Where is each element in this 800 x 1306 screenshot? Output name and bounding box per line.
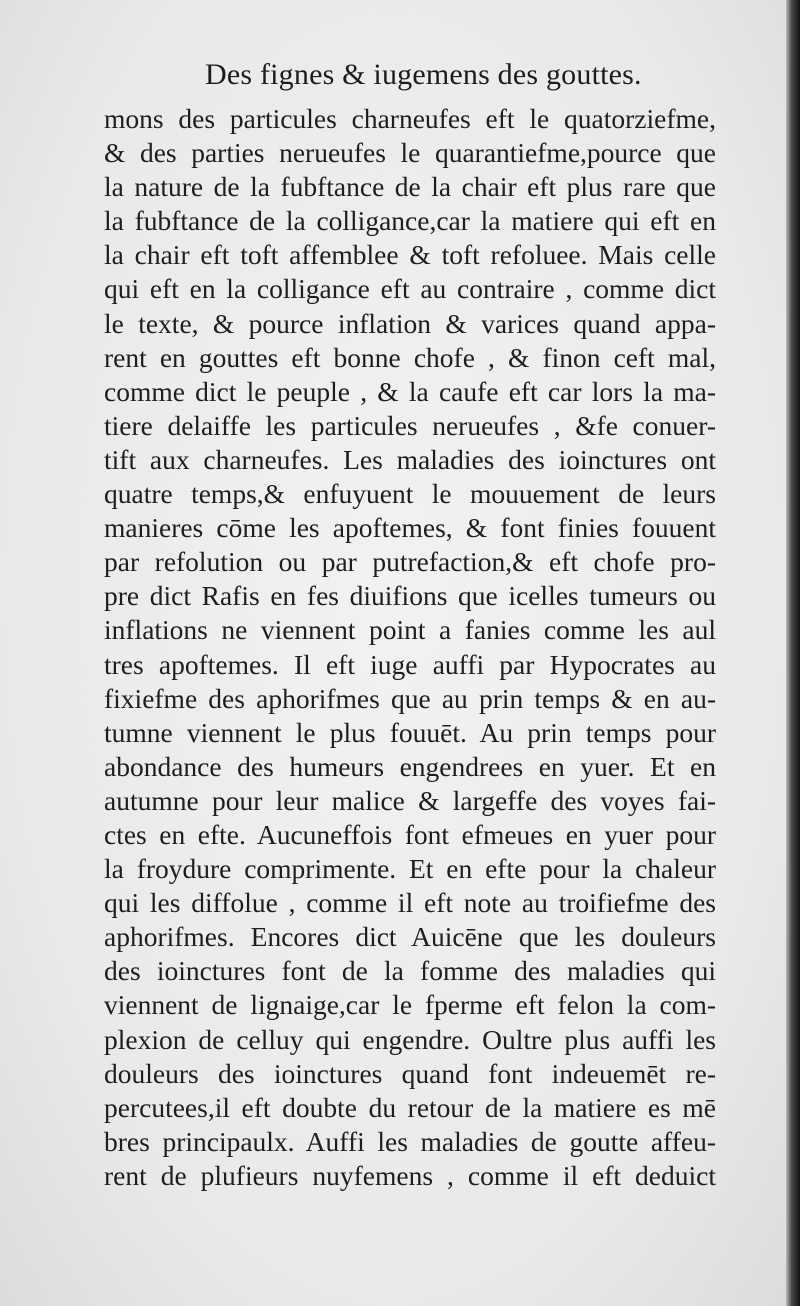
text-line: qui eft en la colligance eft au contraire , comme dict [104,273,716,305]
text-line: percutees,il eft doubte du retour de la matiere es mē [104,1091,716,1123]
text-line: manieres cōme les apoftemes, & font finies fouuent [104,512,716,544]
text-line: quatre temps,& enfuyuent le mouuement de leurs [104,478,716,510]
text-line: & des parties nerueufes le quarantiefme,pource que [104,137,716,169]
text-line: bres principaulx. Auffi les maladies de goutte affeu- [104,1125,716,1157]
text-line: ctes en efte. Aucuneffois font efmeues en yuer pour [104,818,716,850]
text-line: par refolution ou par putrefaction,& eft chofe pro- [104,546,716,578]
text-line: la froydure comprimente. Et en efte pour la chaleur [104,853,716,885]
text-line: pre dict Rafis en fes diuifions que icelles tumeurs ou [104,580,716,612]
text-line: tift aux charneufes. Les maladies des ioinctures ont [104,443,716,475]
text-line: la fubftance de la colligance,car la matiere qui eft en [104,205,716,237]
text-line: tumne viennent le plus fouuēt. Au prin temps pour [104,716,716,748]
text-line: comme dict le peuple , & la caufe eft car lors la ma- [104,375,716,407]
text-line: qui les diffolue , comme il eft note au troifiefme des [104,887,716,919]
text-line: viennent de lignaige,car le fperme eft felon la com- [104,989,716,1021]
text-line: abondance des humeurs engendrees en yuer. Et en [104,750,716,782]
text-line: aphorifmes. Encores dict Auicēne que les douleurs [104,921,716,953]
text-line: mons des particules charneufes eft le quatorziefme, [104,103,716,134]
page-edge-shadow [786,0,800,1306]
text-line: rent en gouttes eft bonne chofe , & finon ceft mal, [104,341,716,373]
text-line: autumne pour leur malice & largeffe des voyes fai- [104,784,716,816]
text-line: la nature de la fubftance de la chair eft plus rare que [104,171,716,203]
text-line: tres apoftemes. Il eft iuge auffi par Hypocrates au [104,648,716,680]
text-line: inflations ne viennent point a fanies comme les aul [104,614,716,646]
body-text [104,102,716,1193]
text-line: le texte, & pource inflation & varices quand appa- [104,307,716,339]
text-line: fixiefme des aphorifmes que au prin temps & en au- [104,682,716,714]
text-line: la chair eft toft affemblee & toft refoluee. Mais celle [104,239,716,271]
text-line: tiere delaiffe les particules nerueufes , &fe conuer- [104,409,716,441]
text-line: des ioinctures font de la fomme des maladies qui [104,955,716,987]
text-line: rent de plufieurs nuyfemens , comme il eft deduict [104,1159,716,1191]
text-line: douleurs des ioinctures quand font indeuemēt re- [104,1057,716,1089]
running-head: Des fignes & iugemens des gouttes. [205,58,642,91]
text-line: plexion de celluy qui engendre. Oultre plus auffi les [104,1023,716,1055]
